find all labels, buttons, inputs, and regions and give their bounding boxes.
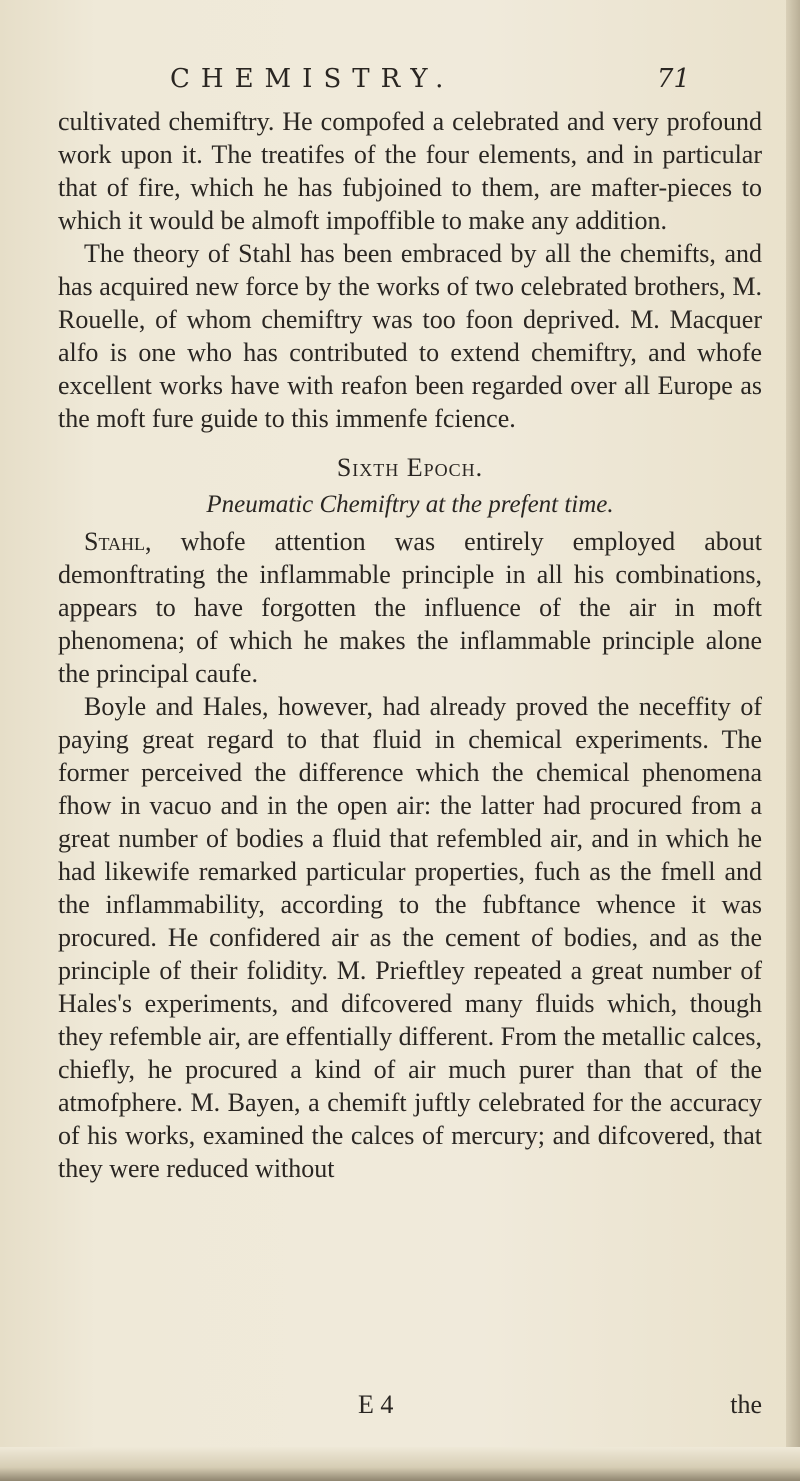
section-subheading: Pneumatic Chemiftry at the prefent time. (206, 491, 614, 518)
page-edge-bottom (0, 1447, 800, 1481)
catchword: the (730, 1390, 762, 1419)
paragraph: cultivated chemiftry. He compofed a celebrated and very profound work upon it. The treatifes of the four elements, and in particular that of fire, which he has fubjoined to them, are mafter-pieces to which it would be almoft impoffible to make any addition. (58, 107, 762, 235)
body-text (58, 105, 762, 1185)
paragraph: The theory of Stahl has been embraced by all the chemifts, and has acquired new force by the works of two celebrated brothers, M. Rouelle, of whom chemiftry was too foon deprived. M. Macquer alfo is one who has contributed to extend chemiftry, and whofe excellent works have with reafon been regarded over all Europe as the moft fure guide to this immenfe fcience. (58, 239, 762, 433)
page-footer (58, 1390, 762, 1424)
signature-mark: E 4 (358, 1390, 394, 1419)
paragraph (58, 525, 762, 690)
running-header (170, 64, 690, 104)
lead-word: Stahl, (84, 527, 152, 556)
page-number: 71 (656, 64, 690, 94)
page-edge-right (786, 0, 800, 1481)
paragraph: Boyle and Hales, however, had already proved the neceffity of paying great regard to that fluid in chemical experiments. The former perceived the difference which the chemical phenomena fhow in vacuo and in the open air: the latter had procured from a great number of bodies a fluid that refembled air, and in which he had likewife remarked particular properties, fuch as the fmell and the inflammability, according to the fubftance whence it was procured. He confidered air as the cement of bodies, and as the principle of their folidity. M. Prieftley repeated a great number of Hales's experiments, and difcovered many fluids which, though they refemble air, are effentially different. From the metallic calces, chiefly, he procured a kind of air much purer than that of the atmofphere. M. Bayen, a chemift juftly celebrated for the accuracy of his works, examined the calces of mercury; and difcovered, that they were reduced without (58, 692, 763, 1183)
running-title: CHEMISTRY. (170, 64, 455, 94)
section-heading: Sixth Epoch. (336, 453, 484, 482)
paragraph-text: whofe attention was entirely employed about demonftrating the inflammable principle in all his combinations, appears to have forgotten the influence of the air in moft phenomena; of which he makes the inflammable principle alone the principal caufe. (58, 527, 762, 688)
